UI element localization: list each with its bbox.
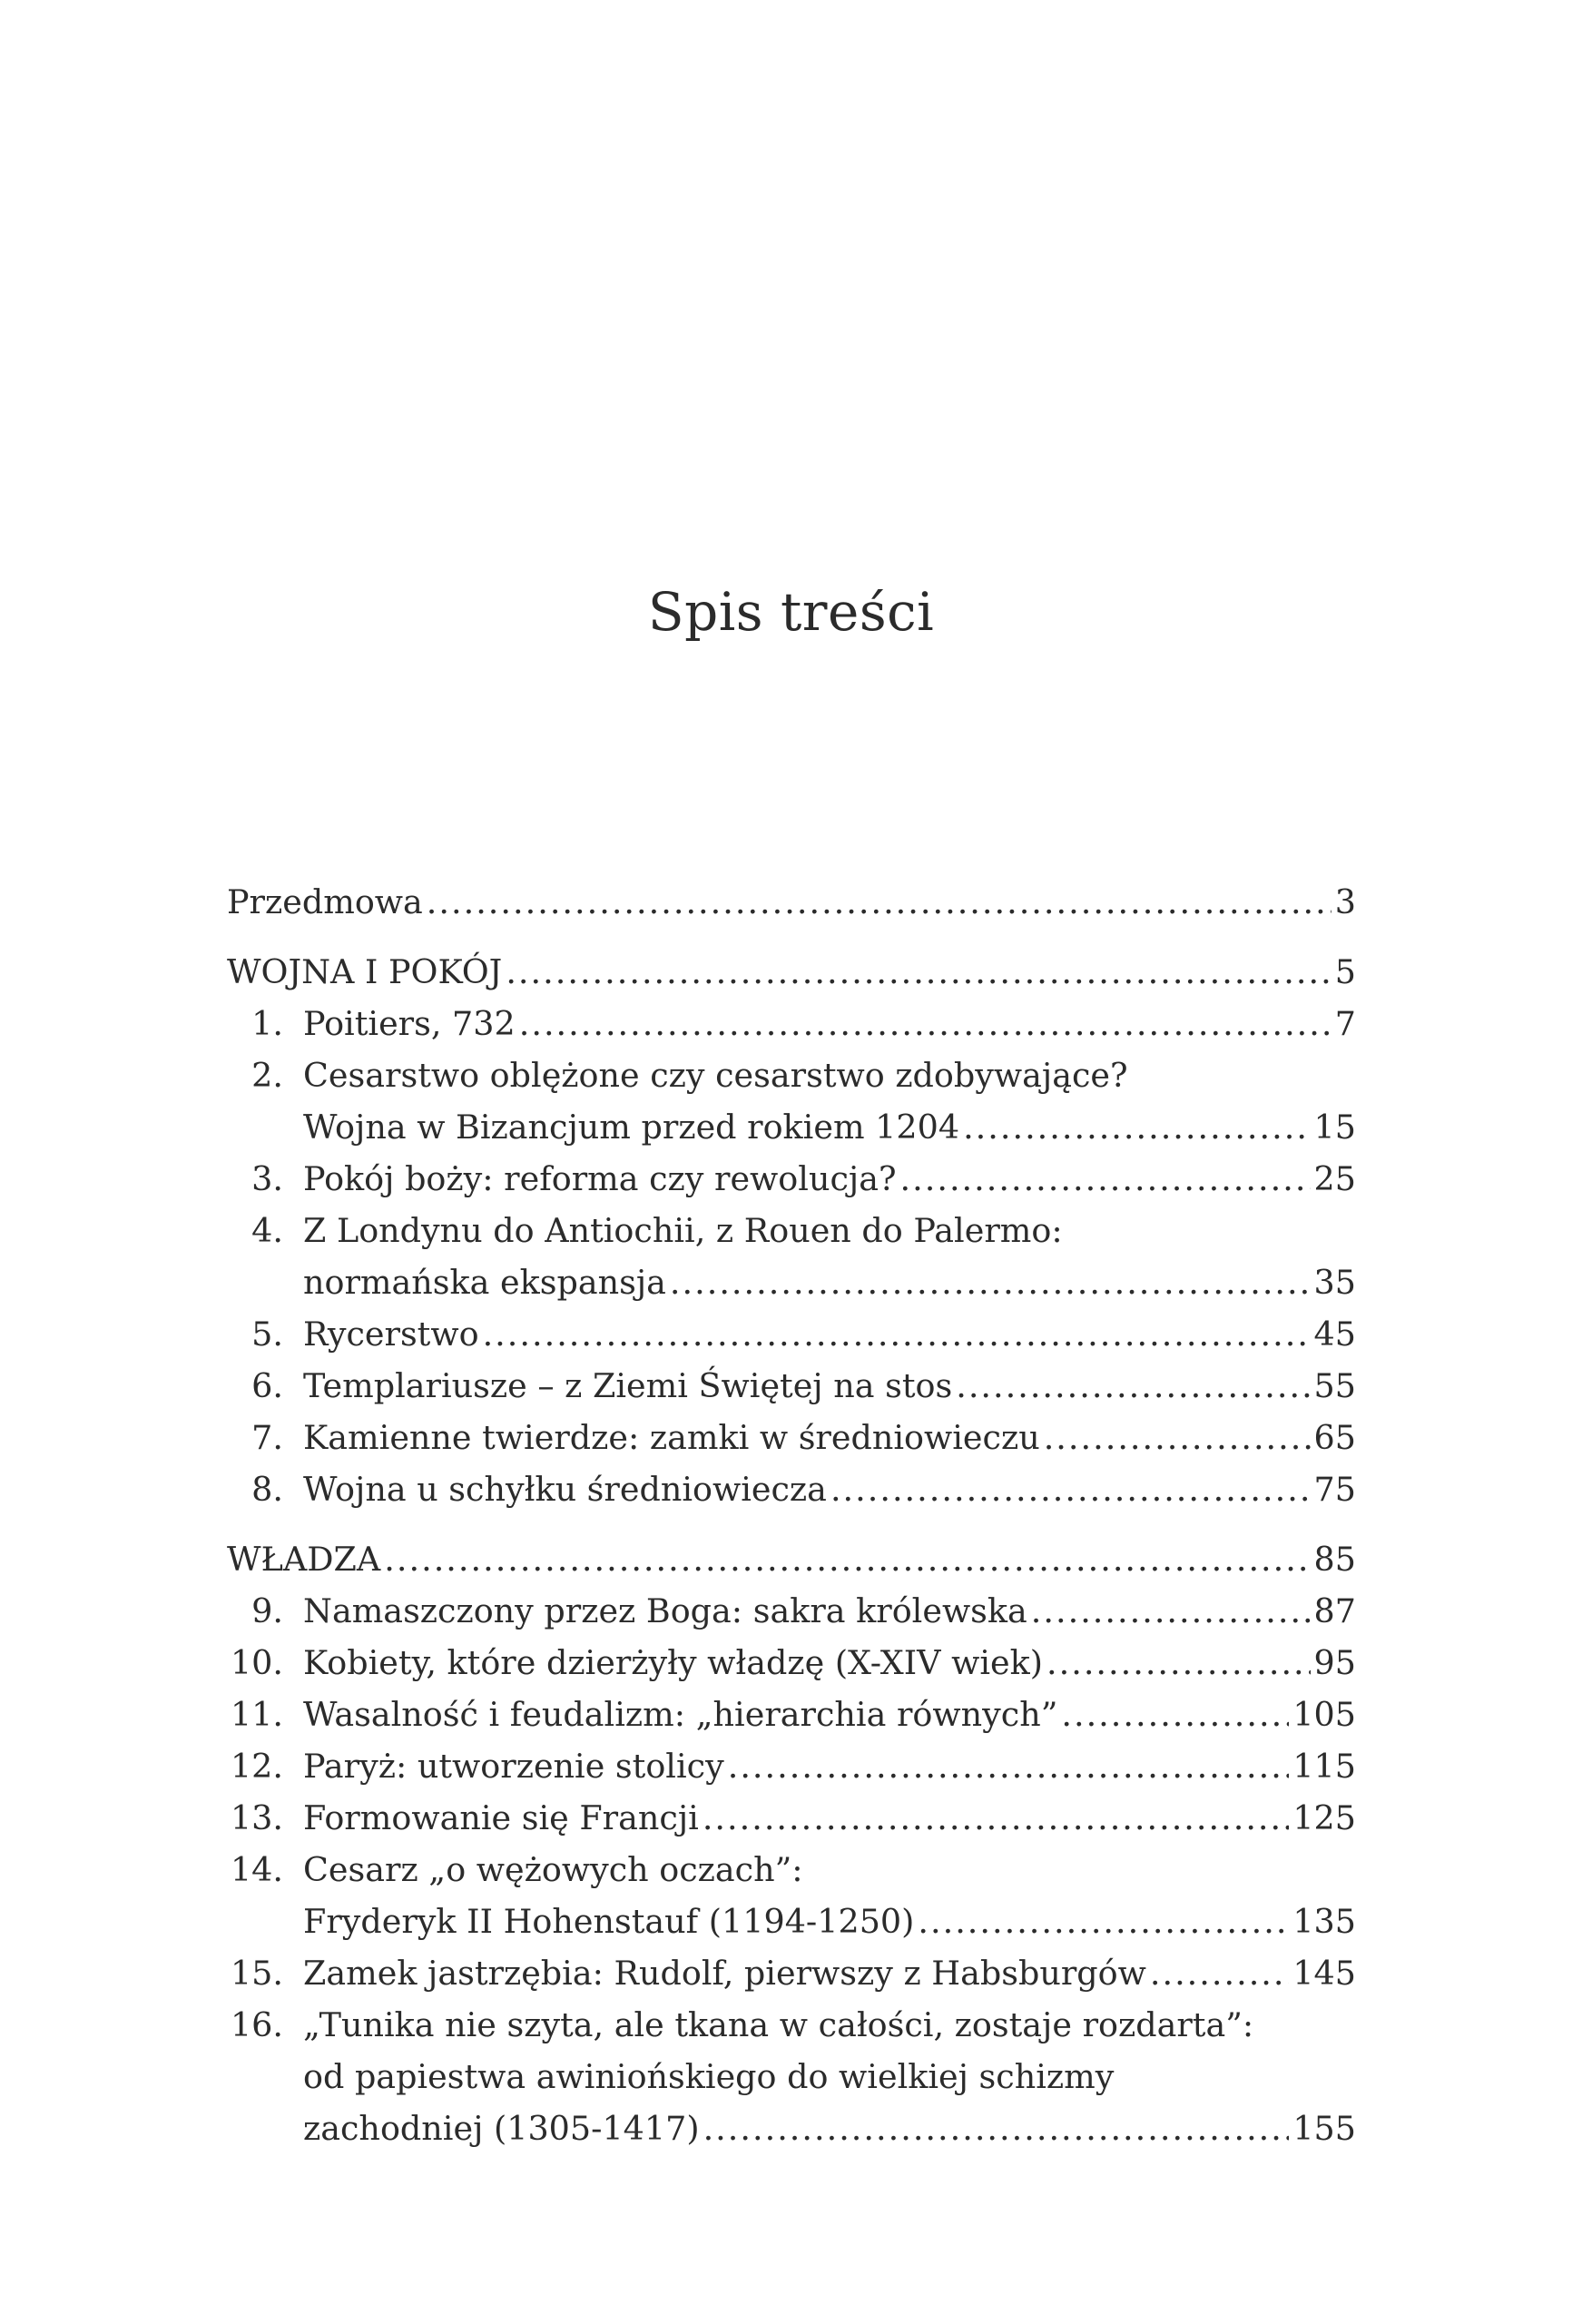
dot-leader — [703, 1792, 1290, 1844]
chapter-number: 11. — [230, 1695, 283, 1734]
toc-section-wojna-i-pokoj[interactable] — [227, 946, 1356, 998]
toc-chapter-16-continuation-1[interactable] — [227, 2051, 1356, 2102]
chapter-number: 6. — [251, 1366, 283, 1405]
chapter-number: 3. — [251, 1159, 283, 1198]
toc-chapter-13[interactable] — [227, 1792, 1356, 1844]
dot-leader — [1044, 1412, 1311, 1463]
toc-entry-label: Paryż: utworzenie stolicy — [303, 1747, 724, 1786]
toc-entry-label: Wojna u schyłku średniowiecza — [303, 1470, 827, 1509]
dot-leader — [703, 2102, 1290, 2154]
page-title: Spis treści — [647, 581, 935, 643]
toc-chapter-3[interactable] — [227, 1153, 1356, 1205]
toc-entry-page: 115 — [1292, 1747, 1356, 1786]
toc-chapter-14[interactable] — [227, 1844, 1356, 1896]
toc-entry-page: 105 — [1292, 1695, 1356, 1734]
toc-entry-label: „Tunika nie szyta, ale tkana w całości, zostaje rozdarta”: — [303, 2005, 1254, 2044]
chapter-number: 16. — [230, 2005, 283, 2044]
toc-chapter-8[interactable] — [227, 1463, 1356, 1515]
toc-entry-label-continued: od papiestwa awiniońskiego do wielkiej schizmy — [303, 2057, 1115, 2096]
chapter-number: 7. — [251, 1418, 283, 1457]
toc-entry-label: Zamek jastrzębia: Rudolf, pierwszy z Habsburgów — [303, 1954, 1146, 1993]
toc-chapter-11[interactable] — [227, 1689, 1356, 1740]
chapter-number: 5. — [251, 1315, 283, 1354]
toc-entry-label: Pokój boży: reforma czy rewolucja? — [303, 1159, 897, 1198]
table-of-contents — [227, 876, 1356, 2154]
toc-entry-page: 35 — [1313, 1263, 1356, 1302]
toc-entry-label-continued: normańska ekspansja — [303, 1263, 666, 1302]
toc-chapter-10[interactable] — [227, 1637, 1356, 1689]
chapter-number: 13. — [230, 1798, 283, 1837]
toc-entry-label: Wasalność i feudalizm: „hierarchia równych” — [303, 1695, 1058, 1734]
toc-chapter-2-continuation[interactable] — [227, 1101, 1356, 1153]
chapter-number: 4. — [251, 1211, 283, 1250]
toc-entry-label-continued: zachodniej (1305-1417) — [303, 2109, 700, 2148]
toc-entry-page: 95 — [1313, 1643, 1356, 1682]
toc-chapter-7[interactable] — [227, 1412, 1356, 1463]
toc-entry-page: 5 — [1334, 952, 1356, 991]
chapter-number: 14. — [230, 1850, 283, 1889]
toc-entry-page: 55 — [1313, 1366, 1356, 1405]
toc-chapter-14-continuation[interactable] — [227, 1896, 1356, 1947]
toc-section-label: WOJNA I POKÓJ — [227, 952, 503, 991]
toc-entry-label: Formowanie się Francji — [303, 1798, 699, 1837]
toc-chapter-9[interactable] — [227, 1585, 1356, 1637]
toc-entry-przedmowa[interactable] — [227, 876, 1356, 928]
toc-chapter-6[interactable] — [227, 1360, 1356, 1412]
toc-chapter-12[interactable] — [227, 1740, 1356, 1792]
toc-entry-page: 45 — [1313, 1315, 1356, 1354]
toc-entry-page: 65 — [1313, 1418, 1356, 1457]
chapter-number: 9. — [251, 1591, 283, 1630]
dot-leader — [427, 876, 1331, 928]
toc-entry-label: Poitiers, 732 — [303, 1004, 516, 1043]
toc-entry-label: Przedmowa — [227, 882, 423, 921]
toc-entry-page: 145 — [1292, 1954, 1356, 1993]
toc-chapter-16-continuation-2[interactable] — [227, 2102, 1356, 2154]
dot-leader — [1031, 1585, 1311, 1637]
toc-section-label: WŁADZA — [227, 1540, 381, 1579]
dot-leader — [918, 1896, 1289, 1947]
toc-chapter-15[interactable] — [227, 1947, 1356, 1999]
chapter-number: 8. — [251, 1470, 283, 1509]
toc-chapter-5[interactable] — [227, 1308, 1356, 1360]
dot-leader — [519, 998, 1331, 1049]
toc-entry-label: Templariusze – z Ziemi Świętej na stos — [303, 1366, 953, 1405]
toc-entry-page: 3 — [1334, 882, 1356, 921]
toc-entry-page: 75 — [1313, 1470, 1356, 1509]
toc-entry-label: Kobiety, które dzierżyły władzę (X-XIV wiek) — [303, 1643, 1044, 1682]
toc-entry-label: Cesarz „o wężowych oczach”: — [303, 1850, 803, 1889]
toc-entry-page: 25 — [1313, 1159, 1356, 1198]
toc-entry-label: Kamienne twierdze: zamki w średniowieczu — [303, 1418, 1040, 1457]
toc-entry-label: Z Londynu do Antiochii, z Rouen do Palermo: — [303, 1211, 1063, 1250]
toc-entry-page: 7 — [1334, 1004, 1356, 1043]
dot-leader — [1046, 1637, 1311, 1689]
toc-entry-label-continued: Fryderyk II Hohenstauf (1194-1250) — [303, 1902, 915, 1941]
toc-entry-page: 135 — [1292, 1902, 1356, 1941]
chapter-number: 10. — [230, 1643, 283, 1682]
dot-leader — [830, 1463, 1311, 1515]
dot-leader — [483, 1308, 1311, 1360]
toc-chapter-2[interactable] — [227, 1049, 1356, 1101]
dot-leader — [956, 1360, 1310, 1412]
dot-leader — [384, 1533, 1310, 1585]
dot-leader — [963, 1101, 1310, 1153]
toc-entry-page: 87 — [1313, 1591, 1356, 1630]
dot-leader — [506, 946, 1331, 998]
toc-chapter-1[interactable] — [227, 998, 1356, 1049]
toc-entry-label: Namaszczony przez Boga: sakra królewska — [303, 1591, 1027, 1630]
dot-leader — [670, 1256, 1311, 1308]
toc-entry-page: 125 — [1292, 1798, 1356, 1837]
toc-section-wladza[interactable] — [227, 1533, 1356, 1585]
toc-entry-page: 15 — [1313, 1108, 1356, 1147]
toc-chapter-16[interactable] — [227, 1999, 1356, 2051]
dot-leader — [1061, 1689, 1289, 1740]
chapter-number: 2. — [251, 1056, 283, 1095]
toc-entry-label: Cesarstwo oblężone czy cesarstwo zdobywające? — [303, 1056, 1128, 1095]
chapter-number: 15. — [230, 1954, 283, 1993]
chapter-number: 1. — [251, 1004, 283, 1043]
dot-leader — [728, 1740, 1290, 1792]
toc-entry-page: 155 — [1292, 2109, 1356, 2148]
dot-leader — [900, 1153, 1311, 1205]
toc-chapter-4[interactable] — [227, 1205, 1356, 1256]
toc-entry-label: Rycerstwo — [303, 1315, 479, 1354]
dot-leader — [1150, 1947, 1289, 1999]
toc-entry-page: 85 — [1313, 1540, 1356, 1579]
toc-chapter-4-continuation[interactable] — [227, 1256, 1356, 1308]
toc-entry-label-continued: Wojna w Bizancjum przed rokiem 1204 — [303, 1108, 960, 1147]
chapter-number: 12. — [230, 1747, 283, 1786]
